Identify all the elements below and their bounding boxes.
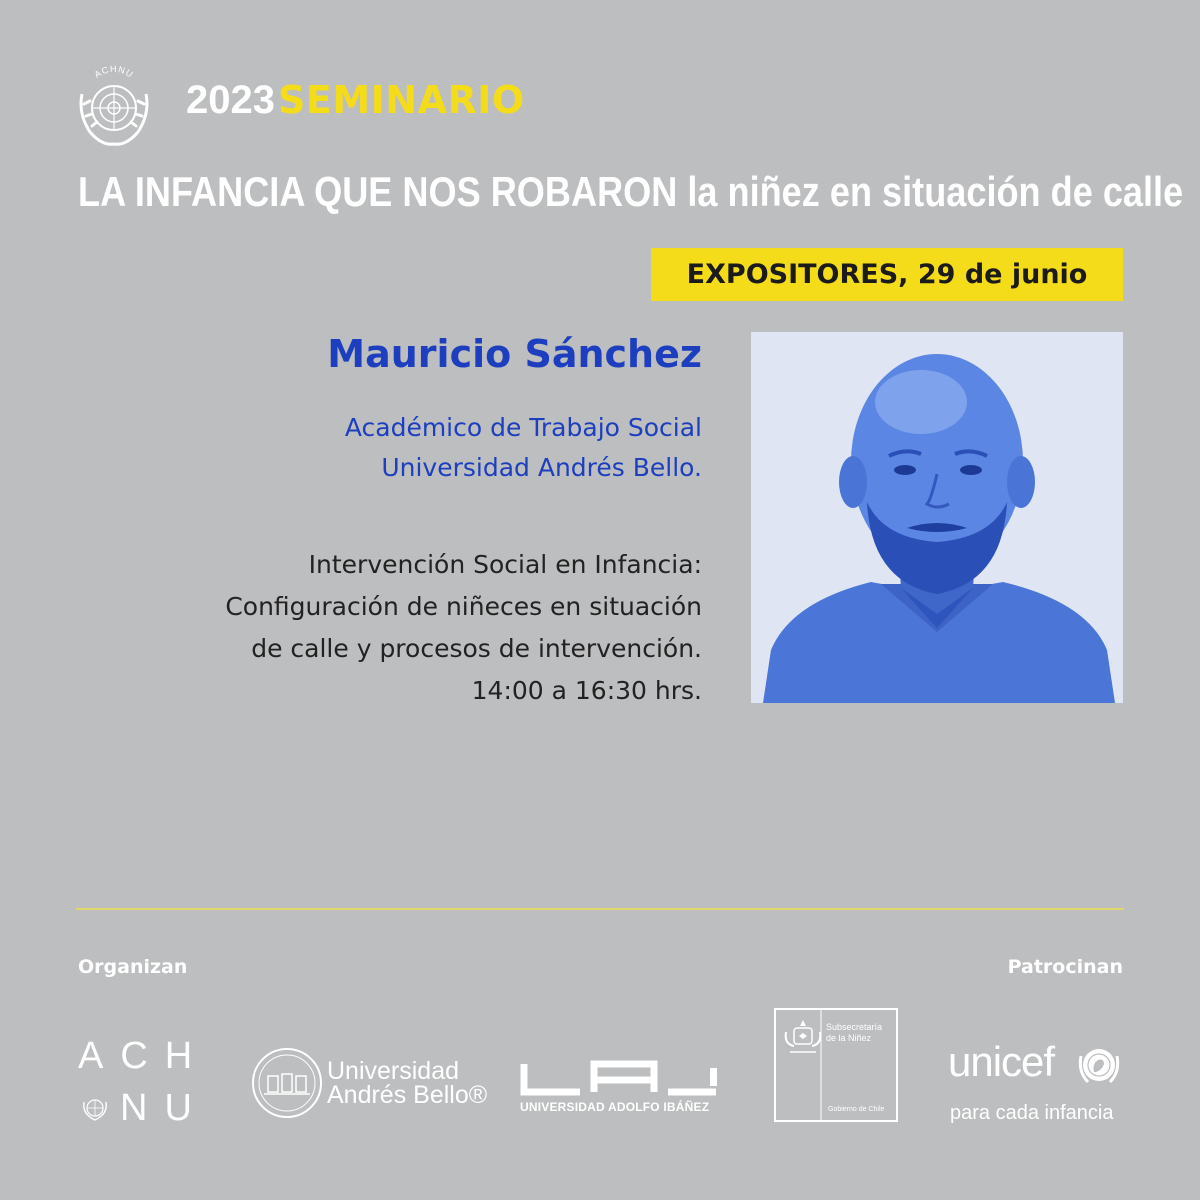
speaker-role (345, 408, 702, 488)
speaker-photo (751, 332, 1123, 703)
unicef-emblem-icon (1076, 1042, 1122, 1088)
uai-mark-icon (520, 1060, 724, 1096)
unicef-wordmark: unicef (948, 1038, 1055, 1085)
uai-logo (520, 1060, 724, 1116)
unicef-logo (948, 1038, 1126, 1130)
date-badge (651, 248, 1123, 301)
subsecretaria-divider (820, 1010, 824, 1120)
talk-title-line: Configuración de niñeces en situación (225, 592, 702, 621)
organizers-label: Organizan (78, 956, 188, 978)
svg-text:ACHNU (92, 64, 135, 80)
talk-details (225, 544, 702, 712)
page-title: LA INFANCIA QUE NOS ROBARON la niñez en situación de calle (78, 168, 1184, 215)
un-emblem-icon (68, 58, 160, 150)
talk-title-line: Intervención Social en Infancia: (308, 550, 702, 579)
emblem-text: ACHNU (92, 63, 136, 80)
event-type: SEMINARIO (278, 78, 525, 122)
footer-divider (76, 908, 1124, 910)
speaker-name: Mauricio Sánchez (327, 332, 702, 376)
unicef-tagline: para cada infancia (950, 1102, 1114, 1124)
speaker-affiliation: Universidad Andrés Bello. (381, 453, 702, 482)
subsecretaria-line2: de la Niñez (826, 1033, 872, 1043)
gobierno-label: Gobierno de Chile (828, 1106, 885, 1113)
unab-logo-line2: Andrés Bello® (327, 1081, 488, 1109)
uai-logo-caption: UNIVERSIDAD ADOLFO IBÁÑEZ (520, 1100, 710, 1114)
achnu-emblem-icon (80, 1092, 110, 1122)
sponsors-label: Patrocinan (1007, 956, 1123, 978)
unab-logo-line1: Universidad (327, 1057, 460, 1085)
event-year: 2023 (186, 78, 275, 122)
date-badge-label: EXPOSITORES, 29 de junio (686, 259, 1088, 290)
achnu-logo-top: ACH (78, 1035, 210, 1077)
speaker-role-line: Académico de Trabajo Social (344, 413, 702, 442)
subsecretaria-logo (774, 1008, 898, 1122)
unab-logo (250, 1046, 486, 1124)
subsecretaria-line1: Subsecretaría (826, 1022, 883, 1032)
achnu-logo-bottom: NU (120, 1087, 209, 1129)
talk-title-line: de calle y procesos de intervención. (251, 634, 702, 663)
unab-emblem-icon (250, 1046, 324, 1120)
achnu-logo (78, 1035, 210, 1129)
talk-time: 14:00 a 16:30 hrs. (471, 676, 702, 705)
